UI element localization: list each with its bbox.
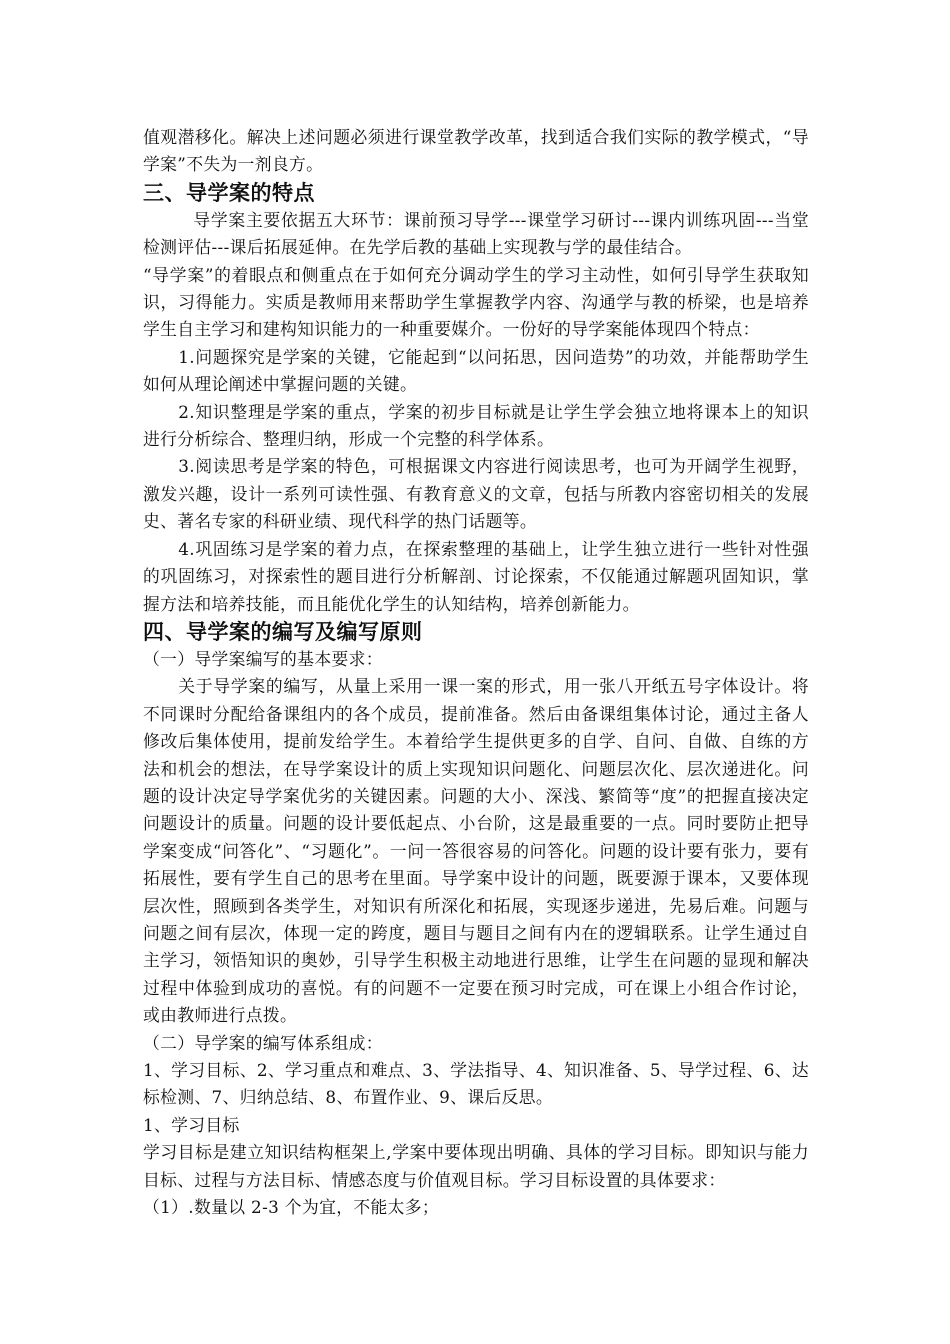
paragraph: （1）.数量以 2-3 个为宜，不能太多； (143, 1197, 439, 1218)
subheading-2: （二）导学案的编写体系组成： (143, 1032, 383, 1053)
paragraph: 导学案主要依据五大环节：课前预习导学---课堂学习研讨---课内训练巩固---当堂检测评估---课后拓展延伸。在先学后教的基础上实现教与学的最佳结合。 (143, 209, 809, 258)
paragraph: 1、学习目标、2、学习重点和难点、3、学法指导、4、知识准备、5、导学过程、6、达标检测、7、归纳总结、8、布置作业、9、课后反思。 (143, 1060, 809, 1108)
paragraph: 关于导学案的编写，从量上采用一课一案的形式，用一张八开纸五号字体设计。将不同课时分配给备课组内的各个成员，提前准备。然后由备课组集体讨论，通过主备人修改后集体使用，提前发给学生。本着给学生提供更多的自学、自问、自做、自练的方法和机会的想法，在导学案设计的质上实现知识问题化、问题层次化、层次递进化。问题的设计决定导学案优劣的关键因素。问题的大小、深浅、繁简等“度”的把握直接决定问题设计的质量。问题的设计要低起点、小台阶，这是最重要的一点。同时要防止把导学案变成“问答化”、“习题化”。一问一答很容易的问答化。问题的设计要有张力，要有拓展性，要有学生自己的思考在里面。导学案中设计的问题，既要源于课本，又要体现层次性，照顾到各类学生，对知识有所深化和拓展，实现逐步递进，先易后难。问题与问题之间有层次，体现一定的跨度，题目与题目之间有内在的逻辑联系。让学生通过自主学习，领悟知识的奥妙，引导学生积极主动地进行思维，让学生在问题的显现和解决过程中体验到成功的喜悦。有的问题不一定要在预习时完成，可在课上小组合作讨论，或由教师进行点拨。 (143, 676, 809, 1026)
paragraph-intro: 值观潜移化。解决上述问题必须进行课堂教学改革，找到适合我们实际的教学模式，“导学案”不失为一剂良方。 (143, 127, 809, 175)
document-body (143, 124, 809, 1221)
section-heading-3: 三、导学案的特点 (143, 180, 315, 205)
paragraph: “导学案”的着眼点和侧重点在于如何充分调动学生的学习主动性，如何引导学生获取知识，习得能力。实质是教师用来帮助学生掌握教学内容、沟通学与教的桥梁，也是培养学生自主学习和建构知识能力的一种重要媒介。一份好的导学案能体现四个特点： (143, 264, 809, 340)
list-item-1: 1.问题探究是学案的关键，它能起到“以问拓思，因问造势”的功效，并能帮助学生如何从理论阐述中掌握问题的关键。 (143, 346, 809, 395)
list-item-4: 4.巩固练习是学案的着力点，在探索整理的基础上，让学生独立进行一些针对性强的巩固练习，对探索性的题目进行分析解剖、讨论探索，不仅能通过解题巩固知识，掌握方法和培养技能，而且能优化学生的认知结构，培养创新能力。 (143, 538, 809, 614)
subheading-1: （一）导学案编写的基本要求： (143, 648, 383, 669)
paragraph: 学习目标是建立知识结构框架上,学案中要体现出明确、具体的学习目标。即知识与能力目标、过程与方法目标、情感态度与价值观目标。学习目标设置的具体要求： (143, 1142, 809, 1190)
list-item-2: 2.知识整理是学案的重点，学案的初步目标就是让学生学会独立地将课本上的知识进行分析综合、整理归纳，形成一个完整的科学体系。 (143, 401, 809, 450)
section-heading-4: 四、导学案的编写及编写原则 (143, 619, 423, 644)
paragraph: 1、学习目标 (143, 1114, 240, 1135)
list-item-3: 3.阅读思考是学案的特色，可根据课文内容进行阅读思考，也可为开阔学生视野，激发兴趣，设计一系列可读性强、有教育意义的文章，包括与所教内容密切相关的发展史、著名专家的科研业绩、现代科学的热门话题等。 (143, 456, 809, 532)
